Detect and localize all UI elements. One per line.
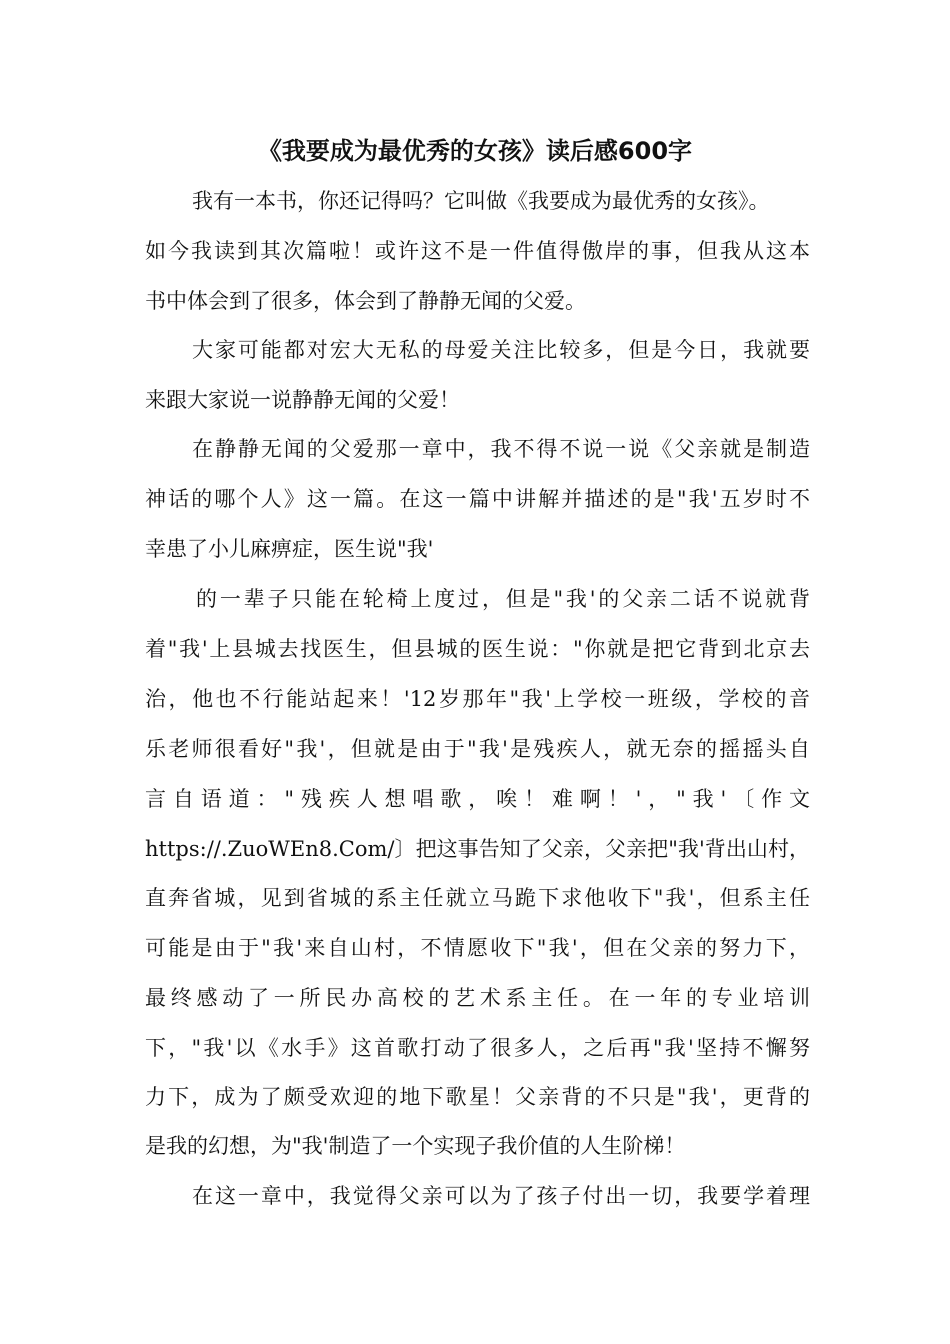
text-line: 乐老师很看好"我'，但就是由于"我'是残疾人，就无奈的摇摇头自	[145, 737, 810, 761]
text-line: 来跟大家说一说静静无闻的父爱！	[145, 388, 460, 412]
text-line: 可能是由于"我'来自山村，不情愿收下"我'，但在父亲的努力下，	[145, 936, 810, 960]
text-line: 最终感动了一所民办高校的艺术系主任。在一年的专业培训	[145, 986, 810, 1010]
text-line: 的一辈子只能在轮椅上度过，但是"我'的父亲二话不说就背	[196, 587, 810, 611]
text-line: 下，"我'以《水手》这首歌打动了很多人，之后再"我'坚持不懈努	[145, 1036, 810, 1060]
text-line: 着"我'上县城去找医生，但县城的医生说："你就是把它背到北京去	[145, 637, 810, 661]
text-line: 是我的幻想，为"我'制造了一个实现子我价值的人生阶梯！	[145, 1134, 686, 1158]
text-line: 书中体会到了很多，体会到了静静无闻的父爱。	[145, 289, 586, 313]
text-line: 力下，成为了颇受欢迎的地下歌星！父亲背的不只是"我'，更背的	[145, 1085, 810, 1109]
text-line: 神话的哪个人》这一篇。在这一篇中讲解并描述的是"我'五岁时不	[145, 487, 810, 511]
text-line: 我有一本书，你还记得吗？它叫做《我要成为最优秀的女孩》。	[192, 189, 770, 213]
text-line: 直奔省城，见到省城的系主任就立马跪下求他收下"我'，但系主任	[145, 886, 810, 910]
text-line: 大家可能都对宏大无私的母爱关注比较多，但是今日，我就要	[192, 338, 810, 362]
page-title: 《我要成为最优秀的女孩》读后感600字	[257, 137, 693, 165]
text-line: 治，他也不行能站起来！'12岁那年"我'上学校一班级，学校的音	[145, 687, 810, 711]
text-line: 在静静无闻的父爱那一章中，我不得不说一说《父亲就是制造	[192, 437, 810, 461]
text-line: 在这一章中，我觉得父亲可以为了孩子付出一切，我要学着理	[192, 1184, 810, 1208]
text-line: 如今我读到其次篇啦！或许这不是一件值得傲岸的事，但我从这本	[145, 239, 810, 263]
text-line: https://.ZuoWEn8.Com/〕把这事告知了父亲，父亲把"我'背出山村，	[145, 837, 810, 861]
text-line: 幸患了小儿麻痹症，医生说"我'	[145, 537, 434, 561]
text-line: 言自语道："残疾人想唱歌，唉！难啊！'，"我'〔作文	[145, 787, 810, 811]
